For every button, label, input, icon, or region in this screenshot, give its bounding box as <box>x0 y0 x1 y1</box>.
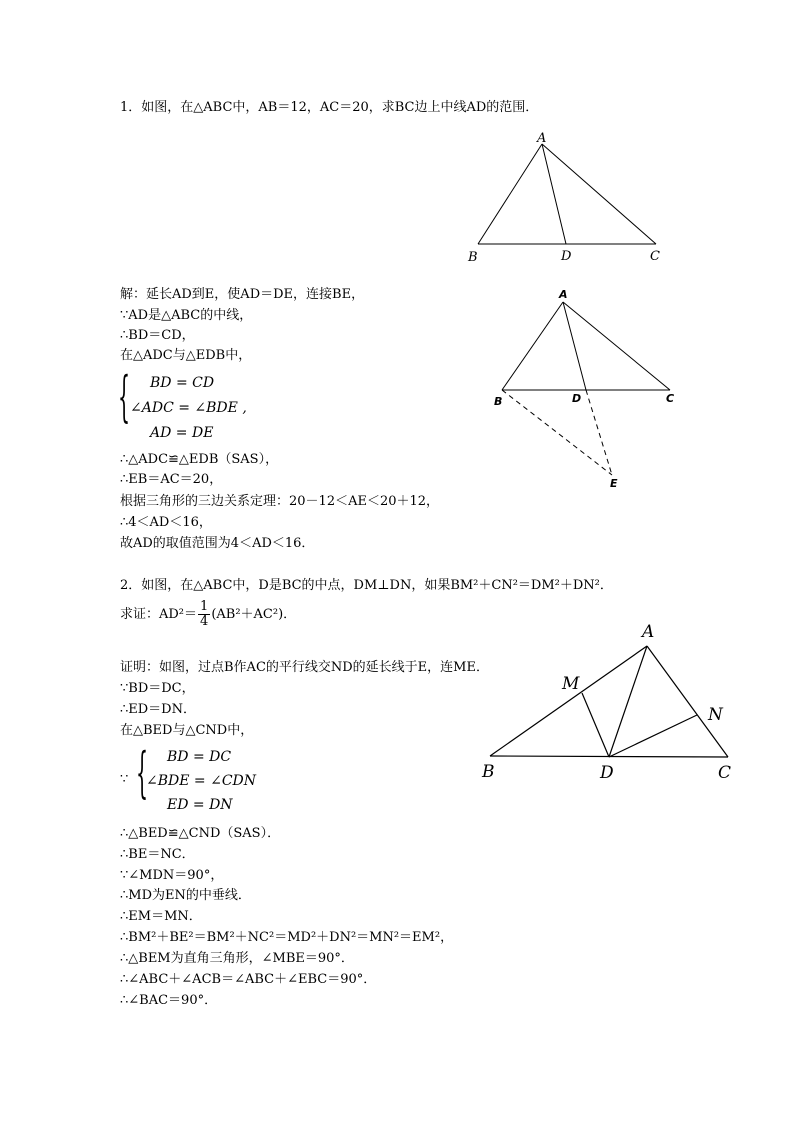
conclusion2-line-2: ∴BE＝NC． <box>120 847 195 862</box>
system2-eq2: ∠BDE = ∠CDN <box>146 773 257 789</box>
side-ac <box>542 144 656 244</box>
label-c: C <box>666 392 675 405</box>
extension-de <box>586 390 612 475</box>
problem1-figure1 <box>460 130 680 270</box>
solution-line-2: ∵AD是△ABC的中线， <box>120 308 253 323</box>
solution-line-4: 在△ADC与△EDB中， <box>120 348 252 363</box>
problem2-statement: 2．如图，在△ABC中，D是BC的中点，DM⊥DN，如果BM²＋CN²＝DM²＋DN²． <box>120 578 613 593</box>
side-ab <box>478 144 542 244</box>
fraction-one-quarter <box>198 600 210 629</box>
label-d: D <box>600 763 614 783</box>
conclusion2-line-8: ∴∠ABC＋∠ACB＝∠ABC＋∠EBC＝90°． <box>120 972 377 987</box>
prove-suffix: (AB²＋AC²)． <box>211 607 297 622</box>
label-e: E <box>610 477 618 490</box>
label-b: B <box>468 250 478 265</box>
solution-line-1: 解：延长AD到E，使AD＝DE，连接BE， <box>120 287 365 302</box>
fraction-numerator: 1 <box>200 599 209 614</box>
conclusion1-line-1: ∴△ADC≌△EDB（SAS）， <box>120 452 279 467</box>
problem2-prove <box>120 600 296 629</box>
system1-eq1: BD = CD <box>150 375 215 391</box>
solution-line-3: ∴BD＝CD， <box>120 328 195 343</box>
label-b: B <box>494 395 503 408</box>
conclusion1-line-5: 故AD的取值范围为4＜AD＜16． <box>120 536 315 551</box>
conclusion2-line-1: ∴△BED≌△CND（SAS）． <box>120 826 281 841</box>
system2-eq1: BD = DC <box>167 749 232 765</box>
proof-line-3: ∴ED＝DN． <box>120 702 196 717</box>
problem2-figure <box>470 615 770 790</box>
since-mark: ∵ <box>120 772 129 787</box>
fraction-denominator: 4 <box>200 614 209 629</box>
conclusion2-line-9: ∴∠BAC＝90°． <box>120 993 218 1008</box>
label-c: C <box>650 249 660 264</box>
conclusion2-line-7: ∴△BEM为直角三角形，∠MBE＝90°． <box>120 951 354 966</box>
system1-eq2: ∠ADC = ∠BDE , <box>130 400 247 416</box>
conclusion1-line-3: 根据三角形的三边关系定理：20－12＜AE＜20＋12， <box>120 494 440 509</box>
side-ab <box>502 302 563 390</box>
label-a: A <box>642 622 655 642</box>
label-n: N <box>708 705 723 725</box>
proof-line-2: ∵BD＝DC， <box>120 681 195 696</box>
label-d: D <box>561 249 572 264</box>
median-ad <box>542 144 566 244</box>
conclusion2-line-6: ∴BM²＋BE²＝BM²＋NC²＝MD²＋DN²＝MN²＝EM²， <box>120 930 454 945</box>
segment-be <box>502 390 612 475</box>
system-brace-1: { <box>118 365 131 428</box>
label-b: B <box>482 762 495 782</box>
label-d: D <box>572 392 582 405</box>
problem1-figure2 <box>480 282 700 492</box>
median-ad <box>563 302 586 390</box>
proof-line-1: 证明：如图，过点B作AC的平行线交ND的延长线于E，连ME． <box>120 660 489 675</box>
conclusion2-line-5: ∴EM＝MN． <box>120 909 202 924</box>
system2-eq3: ED = DN <box>167 797 233 813</box>
system-brace-2: { <box>136 741 149 804</box>
label-a: A <box>559 288 568 301</box>
median-ad <box>609 646 647 757</box>
conclusion2-line-4: ∴MD为EN的中垂线． <box>120 888 251 903</box>
system1-eq3: AD = DE <box>150 425 214 441</box>
side-ac <box>563 302 670 390</box>
label-c: C <box>718 763 732 783</box>
side-ac <box>647 646 728 757</box>
problem1-statement: 1．如图，在△ABC中，AB＝12，AC＝20，求BC边上中线AD的范围． <box>120 100 539 115</box>
segment-dm <box>582 693 609 757</box>
label-a: A <box>537 131 547 146</box>
conclusion1-line-4: ∴4＜AD＜16， <box>120 515 212 530</box>
side-ab <box>490 646 647 756</box>
conclusion2-line-3: ∵∠MDN＝90°， <box>120 868 224 883</box>
conclusion1-line-2: ∴EB＝AC＝20， <box>120 472 223 487</box>
segment-dn <box>609 715 697 757</box>
label-m: M <box>562 674 580 694</box>
prove-prefix: 求证：AD²＝ <box>120 607 198 622</box>
proof-line-4: 在△BED与△CND中， <box>120 723 254 738</box>
